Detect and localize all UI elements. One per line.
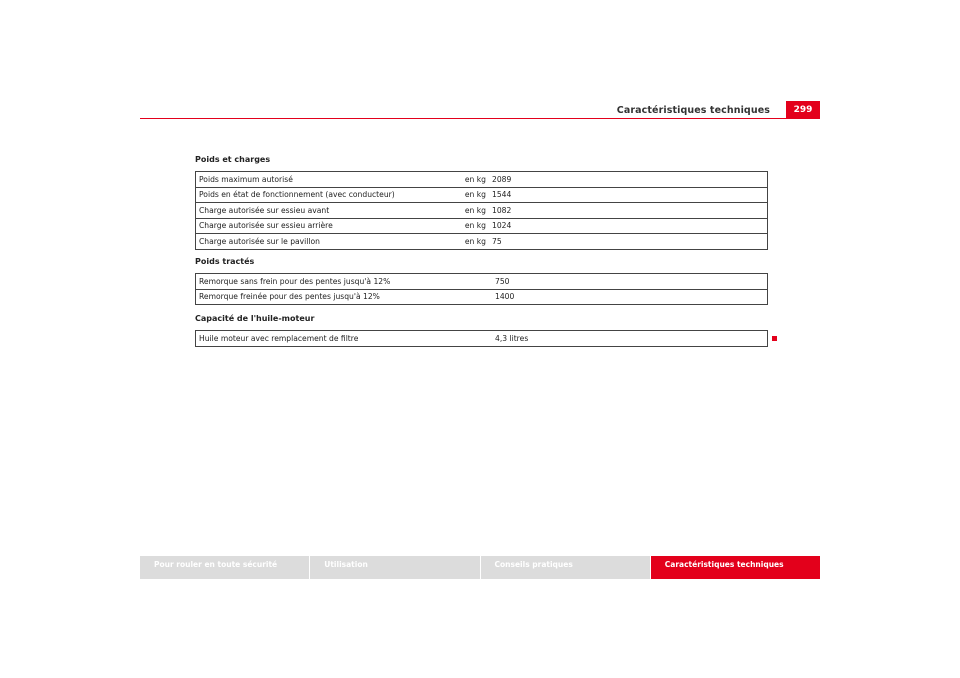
row-label: Poids maximum autorisé [196,172,458,188]
table-row [196,187,768,203]
table-row [196,331,768,347]
row-label: Charge autorisée sur essieu arrière [196,218,458,234]
nav-tab-caracteristiques[interactable]: Caractéristiques techniques [651,556,820,579]
row-unit: en kg [457,203,489,219]
table-row [196,274,768,290]
row-label: Remorque sans frein pour des pentes jusqu'à 12% [196,274,493,290]
row-unit: en kg [457,172,489,188]
table-poids [195,171,768,250]
row-label: Charge autorisée sur essieu avant [196,203,458,219]
nav-tab-conseils[interactable]: Conseils pratiques [481,556,650,579]
row-value: 750 [492,274,768,290]
row-value: 1082 [489,203,768,219]
section-heading-huile: Capacité de l'huile-moteur [195,314,315,323]
row-unit: en kg [457,187,489,203]
nav-tab-securite[interactable]: Pour rouler en toute sécurité [140,556,309,579]
table-tractes [195,273,768,305]
row-label: Charge autorisée sur le pavillon [196,234,458,250]
row-value: 1544 [489,187,768,203]
table-row [196,218,768,234]
table-row [196,289,768,305]
row-unit: en kg [457,218,489,234]
table-row [196,172,768,188]
table-row [196,234,768,250]
section-heading-tractes: Poids tractés [195,257,255,266]
section-heading-poids: Poids et charges [195,155,271,164]
table-huile [195,330,768,347]
row-value: 1024 [489,218,768,234]
row-unit: en kg [457,234,489,250]
row-label: Poids en état de fonctionnement (avec conducteur) [196,187,458,203]
table-row [196,203,768,219]
bottom-nav [140,556,820,579]
header-rule [140,118,820,119]
page-number: 299 [786,101,820,119]
row-label: Remorque freinée pour des pentes jusqu'à 12% [196,289,493,305]
row-label: Huile moteur avec remplacement de filtre [196,331,493,347]
nav-tab-utilisation[interactable]: Utilisation [310,556,479,579]
row-value: 4,3 litres [492,331,768,347]
end-of-section-marker [772,336,777,341]
row-value: 2089 [489,172,768,188]
page-title: Caractéristiques techniques [616,105,770,116]
row-value: 75 [489,234,768,250]
row-value: 1400 [492,289,768,305]
